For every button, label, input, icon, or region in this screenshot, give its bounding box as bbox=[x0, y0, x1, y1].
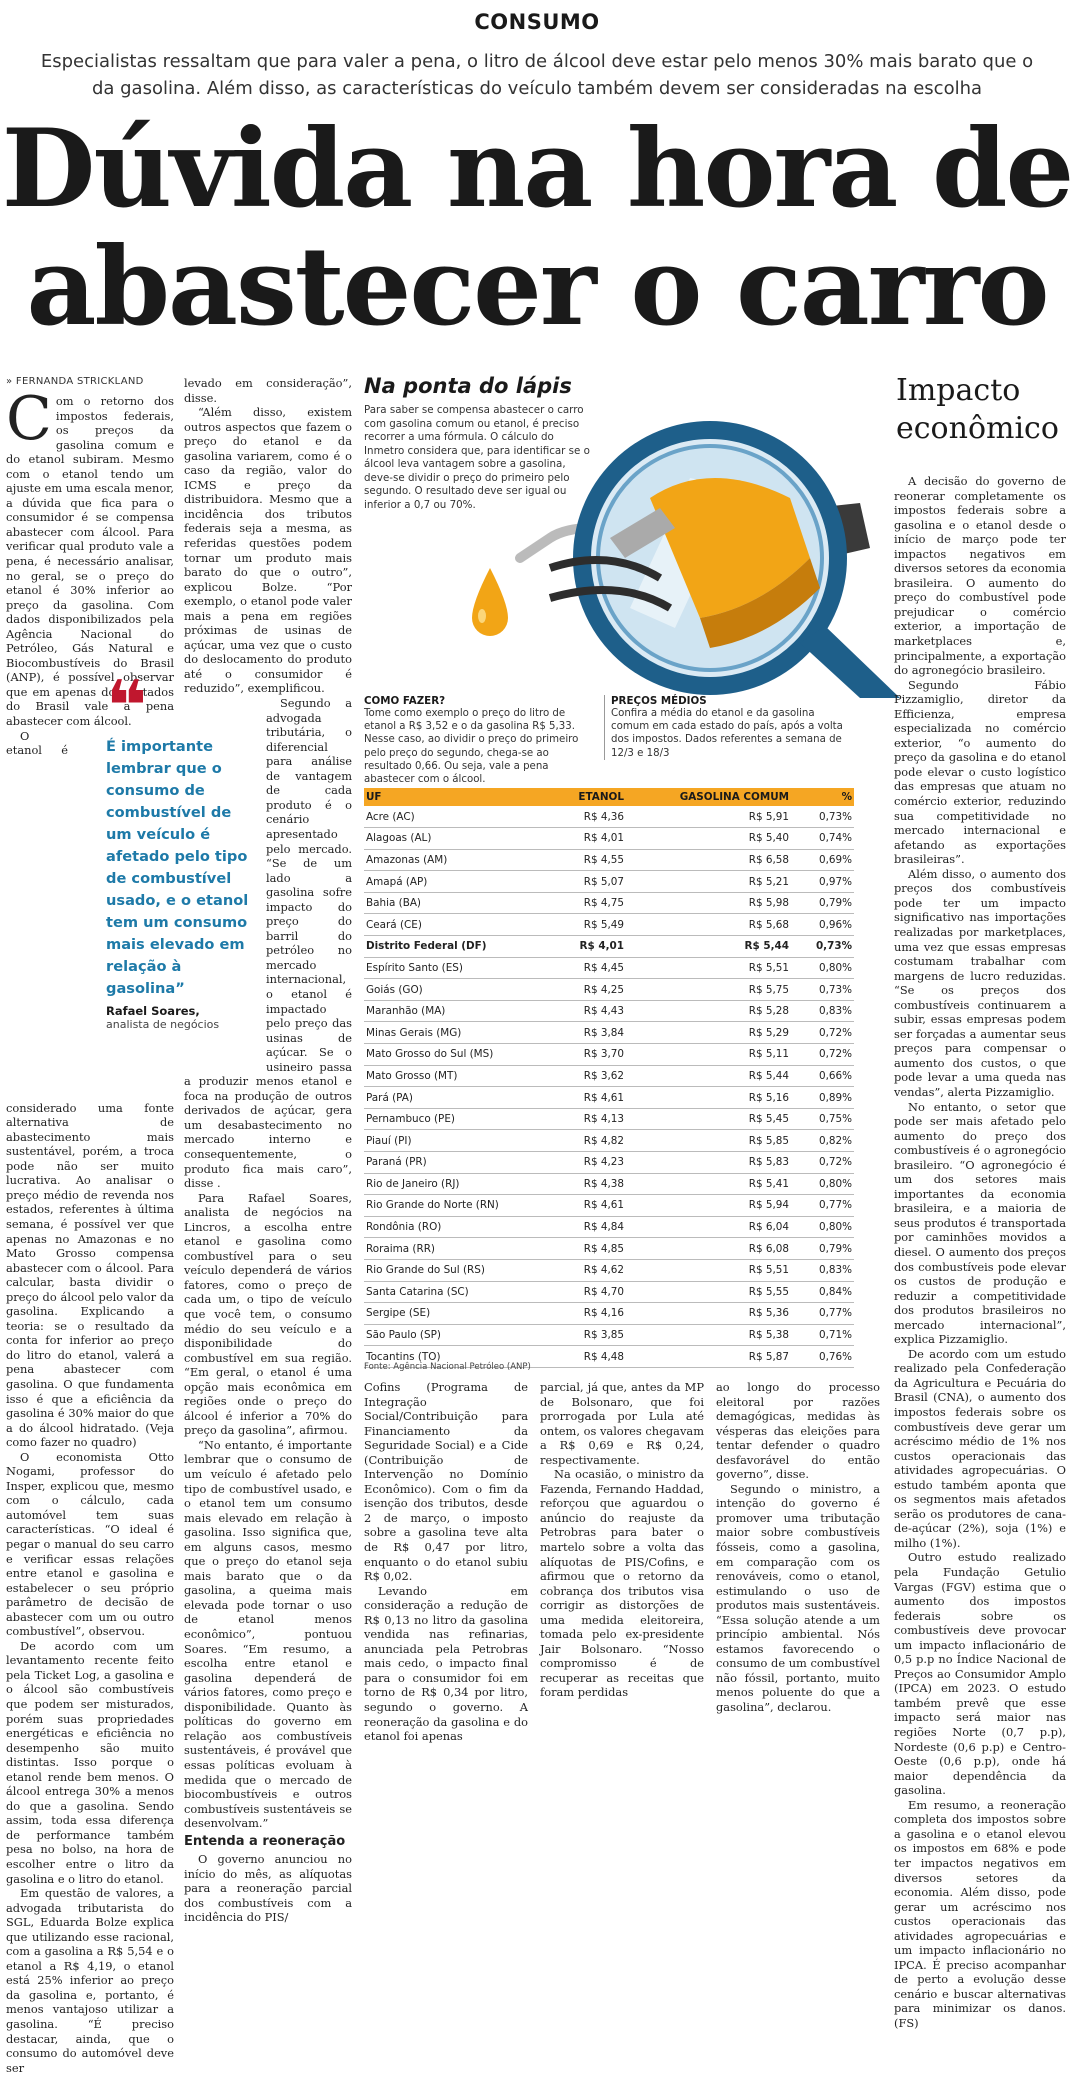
col-header-percent: % bbox=[789, 788, 854, 806]
table-cell: 0,73% bbox=[789, 936, 854, 958]
byline: » FERNANDA STRICKLAND bbox=[6, 376, 144, 387]
table-body bbox=[364, 806, 854, 1367]
sidebar-paragraph: De acordo com um estudo realizado pela Confederação da Agricultura e Pecuária do Brasil (CNA), o aumento dos impostos federais sobre os combustíveis deve gerar um acréscimo médio de 1% nos custos operacionais das atividades agropecuárias. O estudo também aponta que os segmentos mais afetados serão os produtores de cana-de-açúcar (2%), soja (1%) e milho (1%). bbox=[894, 1346, 1066, 1550]
article-paragraph: Em questão de valores, a advogada tributarista do SGL, Eduarda Bolze explica que utilizando esse racional, com a gasolina a R$ 5,54 e o etanol a R$ 4,19, o etanol está 25% inferior ao preço da gasolina e, portanto, é menos vantajoso utilizar a gasolina. “É preciso destacar, ainda, que o consumo do automóvel deve ser bbox=[6, 1886, 174, 2075]
subtitle: Especialistas ressaltam que para valer a pena, o litro de álcool deve estar pelo menos 30% mais barato que o da gasolina. Além disso, as características do veículo também devem ser consideradas na escolha bbox=[40, 51, 1034, 99]
table-cell: R$ 4,36 bbox=[544, 806, 624, 828]
table-cell: R$ 5,44 bbox=[624, 1065, 789, 1087]
table-cell: Rondônia (RO) bbox=[364, 1216, 544, 1238]
table-row bbox=[364, 1238, 854, 1260]
table-row bbox=[364, 1022, 854, 1044]
table-cell: 0,80% bbox=[789, 1173, 854, 1195]
table-cell: R$ 3,85 bbox=[544, 1324, 624, 1346]
paragraph-text: O etanol é considerado uma fonte alternativa de abastecimento mais sustentável, porém, a troca pode não ser muito lucrativa. Ao analisar o preço médio de revenda nos estados, referentes à última semana, é possível ver que apenas no Amazonas e no Mato Grosso compensa abastecer com o álcool. Para calcular, basta dividir o preço do álcool pelo valor da gasolina. Explicando a teoria: se o resultado da conta for inferior ao preço do litro do etanol, valerá a pena abastecer com gasolina. O que fundamenta isso é que a eficiência da gasolina é 30% maior do que a do álcool hidratado. (Veja como fazer no quadro) bbox=[6, 728, 174, 1450]
fuel-price-table bbox=[364, 788, 854, 1368]
table-cell: 0,71% bbox=[789, 1324, 854, 1346]
table-cell: Pernambuco (PE) bbox=[364, 1108, 544, 1130]
table-cell: Rio Grande do Norte (RN) bbox=[364, 1195, 544, 1217]
table-cell: R$ 5,51 bbox=[624, 1259, 789, 1281]
how-to-panel bbox=[364, 695, 598, 786]
table-cell: 0,80% bbox=[789, 957, 854, 979]
sidebar-paragraph: Além disso, o aumento dos preços dos combustíveis pode ter um impacto significativo nas importações realizadas por marketplaces, uma vez que essas empresas costumam trabalhar com margens de lucro reduzidas. “Se os preços dos combustíveis continuarem a subir, essas empresas podem ser forçadas a aumentar seus preços para compensar o aumento dos custos, o que pode levar a uma queda nas vendas”, alerta Pizzamiglio. bbox=[894, 866, 1066, 1099]
how-to-text: Tome como exemplo o preço do litro de etanol a R$ 3,52 e o da gasolina R$ 5,33. Nesse caso, ao dividir o preço do primeiro pelo preço do segundo, chega-se ao resultado 0,66. Ou seja, vale a pena abastecer com o álcool. bbox=[364, 708, 579, 786]
table-row bbox=[364, 1130, 854, 1152]
article-paragraph: Levando em consideração a redução de R$ 0,13 no litro da gasolina vendida nas refinarias, anunciada pela Petrobras mais cedo, o impacto final para o consumidor foi em torno de R$ 0,34 por litro, segundo o governo. A reoneração da gasolina e do etanol foi apenas bbox=[364, 1583, 528, 1744]
table-cell: R$ 4,38 bbox=[544, 1173, 624, 1195]
article-paragraph: levado em consideração”, disse. bbox=[184, 376, 352, 405]
prices-text: Confira a média do etanol e da gasolina comum em cada estado do país, após a volta dos impostos. Dados referentes a semana de 12/3 e 18/3 bbox=[611, 708, 843, 759]
table-row bbox=[364, 1044, 854, 1066]
table-cell: R$ 6,08 bbox=[624, 1238, 789, 1260]
article-column-4 bbox=[540, 1380, 704, 1700]
table-cell: Pará (PA) bbox=[364, 1087, 544, 1109]
table-cell: R$ 5,75 bbox=[624, 979, 789, 1001]
article-paragraph: “Além disso, existem outros aspectos que fazem o preço do etanol e da gasolina variarem, como é o caso da região, valor do ICMS e preço da distribuidora. Mesmo que a incidência dos tributos federais seja a mesma, as referidas questões podem tornar um produto mais barato do que o outro”, explicou Bolze. “Por exemplo, o etanol pode valer mais a pena em regiões próximas de usinas de açúcar, uma vez que o custo do deslocamento do produto até o consumidor é reduzido”, exemplificou. bbox=[184, 405, 352, 696]
table-cell: R$ 4,75 bbox=[544, 892, 624, 914]
table-cell: R$ 3,62 bbox=[544, 1065, 624, 1087]
table-cell: 0,83% bbox=[789, 1259, 854, 1281]
table-source: Fonte: Agência Nacional Petróleo (ANP) bbox=[364, 1362, 531, 1372]
table-cell: 0,80% bbox=[789, 1216, 854, 1238]
col-header-uf: UF bbox=[364, 788, 544, 806]
article-paragraph: O economista Otto Nogami, professor do Insper, explicou que, mesmo com o cálculo, cada automóvel tem suas características. “O ideal é pegar o manual do seu carro e verificar essas relações entre etanol e gasolina e estabelecer o seu próprio parâmetro de decisão de abastecer com um ou outro combustível”, observou. bbox=[6, 1449, 174, 1639]
table-cell: Roraima (RR) bbox=[364, 1238, 544, 1260]
headline-line-1: Dúvida na hora de bbox=[1, 106, 1073, 232]
table-cell: R$ 4,61 bbox=[544, 1087, 624, 1109]
sidebar-paragraph: Em resumo, a reoneração completa dos impostos sobre a gasolina e o etanol elevou os impostos em 68% e pode ter impactos negativos em diversos setores da economia. Além disso, pode gerar um acréscimo nos custos operacionais das atividades agropecuárias e um impacto inflacionário no IPCA. É preciso acompanhar de perto a evolução desse cenário e buscar alternativas para minimizar os danos. (FS) bbox=[894, 1797, 1066, 2030]
table-row bbox=[364, 1108, 854, 1130]
table-header-row bbox=[364, 788, 854, 806]
quote-text: É importante lembrar que o consumo de combustível de um veículo é afetado pelo tipo de combustível usado, e o etanol tem um consumo mais elevado em relação à gasolina” bbox=[106, 738, 249, 997]
table-cell: R$ 4,61 bbox=[544, 1195, 624, 1217]
table-cell: R$ 5,28 bbox=[624, 1000, 789, 1022]
table-cell: Distrito Federal (DF) bbox=[364, 936, 544, 958]
table-cell: R$ 5,11 bbox=[624, 1044, 789, 1066]
table-cell: R$ 5,68 bbox=[624, 914, 789, 936]
table-row bbox=[364, 957, 854, 979]
table-cell: R$ 6,58 bbox=[624, 849, 789, 871]
table-cell: R$ 5,16 bbox=[624, 1087, 789, 1109]
table-cell: 0,74% bbox=[789, 828, 854, 850]
table-cell: R$ 5,87 bbox=[624, 1346, 789, 1368]
table-row bbox=[364, 806, 854, 828]
article-paragraph: parcial, já que, antes da MP de Bolsonaro, que foi prorrogada por Lula até ontem, os valores chegavam a R$ 0,69 e R$ 0,24, respectivamente. bbox=[540, 1380, 704, 1467]
table-cell: Santa Catarina (SC) bbox=[364, 1281, 544, 1303]
table-cell: Piauí (PI) bbox=[364, 1130, 544, 1152]
table-cell: R$ 5,07 bbox=[544, 871, 624, 893]
table-cell: R$ 4,70 bbox=[544, 1281, 624, 1303]
magnifier-handle bbox=[800, 626, 900, 698]
table-cell: R$ 4,85 bbox=[544, 1238, 624, 1260]
sidebar-column bbox=[894, 474, 1066, 2030]
col-header-gasolina: GASOLINA COMUM bbox=[624, 788, 789, 806]
table-cell: R$ 5,41 bbox=[624, 1173, 789, 1195]
table-cell: 0,72% bbox=[789, 1044, 854, 1066]
table-cell: R$ 4,55 bbox=[544, 849, 624, 871]
table-cell: 0,79% bbox=[789, 1238, 854, 1260]
table-cell: 0,73% bbox=[789, 979, 854, 1001]
table-cell: Mato Grosso do Sul (MS) bbox=[364, 1044, 544, 1066]
table-cell: R$ 5,94 bbox=[624, 1195, 789, 1217]
table-cell: R$ 5,36 bbox=[624, 1303, 789, 1325]
table-cell: R$ 4,16 bbox=[544, 1303, 624, 1325]
table-cell: 0,96% bbox=[789, 914, 854, 936]
table-row bbox=[364, 1000, 854, 1022]
article-paragraph: Na ocasião, o ministro da Fazenda, Fernando Haddad, reforçou que aguardou o anúncio do reajuste da Petrobras para bater o martelo sobre a volta das alíquotas de PIS/Cofins, e afirmou que o retorno da cobrança dos tributos visa corrigir as distorções de uma medida eleitoreira, tomada pelo ex-presidente Jair Bolsonaro. “Nosso compromisso é de recuperar as receitas que foram perdidas bbox=[540, 1467, 704, 1700]
table-cell: 0,72% bbox=[789, 1022, 854, 1044]
article-paragraph: Para Rafael Soares, analista de negócios na Lincros, a escolha entre etanol e gasolina como combustível para o seu veículo dependerá de vários fatores, como o preço de cada um, o tipo de veículo que você tem, o consumo médio do seu veículo e a disponibilidade do combustível em sua região. “Em geral, o etanol é uma opção mais econômica em regiões onde o preço do álcool é inferior a 70% do preço da gasolina”, afirmou. bbox=[184, 1190, 352, 1438]
table-cell: Tocantins (TO) bbox=[364, 1346, 544, 1368]
table-cell: Sergipe (SE) bbox=[364, 1303, 544, 1325]
table-cell: R$ 5,29 bbox=[624, 1022, 789, 1044]
table-cell: R$ 5,49 bbox=[544, 914, 624, 936]
article-column-5 bbox=[716, 1380, 880, 1715]
table-cell: 0,82% bbox=[789, 1130, 854, 1152]
table-cell: Bahia (BA) bbox=[364, 892, 544, 914]
fuel-drop-icon bbox=[472, 568, 508, 636]
table-cell: R$ 5,44 bbox=[624, 936, 789, 958]
table-cell: R$ 4,45 bbox=[544, 957, 624, 979]
table-cell: R$ 4,48 bbox=[544, 1346, 624, 1368]
table-row bbox=[364, 1195, 854, 1217]
quote-spacer bbox=[184, 696, 266, 1068]
table-row bbox=[364, 871, 854, 893]
article-column-2 bbox=[184, 376, 352, 1925]
table-row bbox=[364, 892, 854, 914]
table-cell: 0,76% bbox=[789, 1346, 854, 1368]
table-cell: R$ 4,43 bbox=[544, 1000, 624, 1022]
table-cell: Minas Gerais (MG) bbox=[364, 1022, 544, 1044]
table-row bbox=[364, 849, 854, 871]
col-header-etanol: ETANOL bbox=[544, 788, 624, 806]
table-cell: 0,72% bbox=[789, 1152, 854, 1174]
table-cell: Espírito Santo (ES) bbox=[364, 957, 544, 979]
table-row bbox=[364, 1281, 854, 1303]
article-paragraph: “No entanto, é importante lembrar que o consumo de um veículo é afetado pelo tipo de combustível usado, e o etanol tem um consumo mais elevado em relação à gasolina. Isso significa que, em alguns casos, mesmo que o preço do etanol seja mais barato que o da gasolina, a queima mais elevada pode tornar o uso de etanol menos econômico”, pontuou Soares. “Em resumo, a escolha entre etanol e gasolina dependerá de vários fatores, como preço e disponibilidade. Quanto às políticas do governo em relação aos combustíveis sustentáveis, é provável que essas políticas evoluam à medida que o mercado de biocombustíveis e outros combustíveis sustentáveis se desenvolvam.” bbox=[184, 1437, 352, 1831]
table-cell: 0,84% bbox=[789, 1281, 854, 1303]
table-cell: 0,79% bbox=[789, 892, 854, 914]
table-cell: Ceará (CE) bbox=[364, 914, 544, 936]
table-cell: R$ 4,62 bbox=[544, 1259, 624, 1281]
table-cell: 0,75% bbox=[789, 1108, 854, 1130]
table-cell: Amazonas (AM) bbox=[364, 849, 544, 871]
article-paragraph: Cofins (Programa de Integração Social/Contribuição para Financiamento da Seguridade Social) e a Cide (Contribuição de Intervenção no Domínio Econômico). Com o fim da isenção dos tributos, desde 2 de março, o imposto sobre a gasolina teve alta de R$ 0,47 por litro, enquanto o do etanol subiu R$ 0,02. bbox=[364, 1380, 528, 1584]
article-paragraph: Segundo o ministro, a intenção do governo é promover uma tributação maior sobre combustíveis fósseis, como a gasolina, em comparação com os renováveis, como o etanol, estimulando o uso de produtos mais sustentáveis. “Essa solução atende a um princípio ambiental. Nós estamos favorecendo o consumo de um combustível não fóssil, portanto, muito menos poluente do que a gasolina”, declarou. bbox=[716, 1481, 880, 1715]
table-row bbox=[364, 914, 854, 936]
table-cell: R$ 5,45 bbox=[624, 1108, 789, 1130]
table-cell: Mato Grosso (MT) bbox=[364, 1065, 544, 1087]
table-cell: Amapá (AP) bbox=[364, 871, 544, 893]
table-row bbox=[364, 1259, 854, 1281]
table-row bbox=[364, 1065, 854, 1087]
sidebar-paragraph: A decisão do governo de reonerar completamente os impostos federais sobre a gasolina e o etanol desde o início de março pode ter impactos negativos em diversos setores da economia brasileira. O aumento do preço do combustível pode prejudicar o comércio exterior, a importação de marketplaces e, principalmente, a exportação do agronegócio brasileiro. bbox=[894, 474, 1066, 678]
table-cell: Rio de Janeiro (RJ) bbox=[364, 1173, 544, 1195]
sidebar-paragraph: Segundo Fábio Pizzamiglio, diretor da Efficienza, empresa especializada no comércio exterior, “o aumento do preço da gasolina e do etanol pode elevar o custo logístico das empresas que atuam no comércio exterior, reduzindo sua competitividade no mercado internacional e afetando as exportações brasileiras”. bbox=[894, 677, 1066, 867]
table-cell: R$ 5,91 bbox=[624, 806, 789, 828]
paragraph-text: Segundo a advogada tributária, o diferencial para análise de vantagem de cada produto é o cenário apresentado pelo mercado. “Se de um lado a gasolina sofre impacto do preço do barril do petróleo no mercado internacional, o etanol é impactado pelo preço das usinas de açúcar. Se o usineiro passa a produzir menos etanol e foca na produção de outros derivados de açúcar, gera um desabastecimento no mercado interno e consequentemente, o produto fica mais caro”, disse . bbox=[184, 696, 352, 1191]
how-to-title: COMO FAZER? bbox=[364, 695, 446, 707]
table-cell: 0,66% bbox=[789, 1065, 854, 1087]
table-cell: R$ 5,98 bbox=[624, 892, 789, 914]
article-paragraph: ao longo do processo eleitoral por razões demagógicas, medidas às vésperas das eleições para tentar defender o quadro desfavorável do então governo”, disse. bbox=[716, 1380, 880, 1482]
table-cell: R$ 5,21 bbox=[624, 871, 789, 893]
table-cell: Alagoas (AL) bbox=[364, 828, 544, 850]
table-cell: R$ 4,82 bbox=[544, 1130, 624, 1152]
table-row bbox=[364, 979, 854, 1001]
table-cell: Paraná (PR) bbox=[364, 1152, 544, 1174]
table-row bbox=[364, 1173, 854, 1195]
table-cell: R$ 5,40 bbox=[624, 828, 789, 850]
prices-panel bbox=[604, 695, 852, 760]
table-cell: 0,83% bbox=[789, 1000, 854, 1022]
table-cell: R$ 6,04 bbox=[624, 1216, 789, 1238]
quote-mark-icon: ❝ bbox=[106, 665, 148, 747]
table-cell: R$ 4,13 bbox=[544, 1108, 624, 1130]
table-cell: 0,77% bbox=[789, 1303, 854, 1325]
table-cell: R$ 3,84 bbox=[544, 1022, 624, 1044]
table-cell: R$ 5,83 bbox=[624, 1152, 789, 1174]
article-paragraph bbox=[184, 696, 352, 1191]
table-cell: São Paulo (SP) bbox=[364, 1324, 544, 1346]
fuel-nozzle-magnifier-illustration bbox=[460, 388, 880, 698]
table-row bbox=[364, 1324, 854, 1346]
sidebar-paragraph: No entanto, o setor que pode ser mais afetado pelo aumento do preço dos combustíveis é o agronegócio brasileiro. “O agronegócio é um dos setores mais importantes da economia brasileira, e a maioria de seus produtos é transportada por caminhões movidos a diesel. O aumento dos preços dos combustíveis pode elevar os custos de produção e reduzir a competitividade dos produtos brasileiros no mercado internacional”, explica Pizzamiglio. bbox=[894, 1099, 1066, 1347]
table-cell: R$ 5,38 bbox=[624, 1324, 789, 1346]
table-row bbox=[364, 828, 854, 850]
table-cell: R$ 4,25 bbox=[544, 979, 624, 1001]
table-cell: 0,77% bbox=[789, 1195, 854, 1217]
table-row bbox=[364, 1087, 854, 1109]
table-cell: R$ 5,85 bbox=[624, 1130, 789, 1152]
table-cell: R$ 5,51 bbox=[624, 957, 789, 979]
table-cell: 0,69% bbox=[789, 849, 854, 871]
table-cell: 0,89% bbox=[789, 1087, 854, 1109]
article-column-3 bbox=[364, 1380, 528, 1744]
quote-author-role: analista de negócios bbox=[106, 1018, 220, 1031]
table-cell: R$ 3,70 bbox=[544, 1044, 624, 1066]
table-cell: Rio Grande do Sul (RS) bbox=[364, 1259, 544, 1281]
drop-cap: C bbox=[6, 384, 52, 454]
paragraph-text: om o retorno dos impostos federais, os preços da gasolina comum e do etanol subiram. Mesmo com o etanol tendo um ajuste em uma escala menor, a dúvida que fica para o consumidor é se compensa abastecer com álcool. Para verificar qual produto vale a pena, é necessário analisar, no geral, se o preço do etanol é 30% inferior ao preço da gasolina. Com dados disponibilizados pela Agência Nacional do Petróleo, Gás Natural e Biocombustíveis do Brasil (ANP), é possível observar que em apenas dois estados do Brasil vale a pena abastecer com álcool. bbox=[6, 394, 174, 729]
section-kicker: CONSUMO bbox=[474, 10, 600, 34]
table-cell: R$ 4,23 bbox=[544, 1152, 624, 1174]
headline-line-2: abastecer o carro bbox=[26, 224, 1048, 350]
table-cell: 0,73% bbox=[789, 806, 854, 828]
table-cell: 0,97% bbox=[789, 871, 854, 893]
box-title: Na ponta do lápis bbox=[364, 374, 572, 398]
sidebar-title: Impacto econômico bbox=[896, 373, 1059, 446]
table-cell: R$ 4,01 bbox=[544, 828, 624, 850]
prices-title: PREÇOS MÉDIOS bbox=[611, 695, 707, 707]
table-cell: Maranhão (MA) bbox=[364, 1000, 544, 1022]
sidebar-paragraph: Outro estudo realizado pela Fundação Getulio Vargas (FGV) estima que o aumento dos impostos federais sobre os combustíveis deve provocar um impacto inflacionário de 0,5 p.p no Índice Nacional de Preços ao Consumidor Amplo (IPCA) em 2023. O estudo também prevê que esse impacto será maior nas regiões Norte (0,7 p.p), Nordeste (0,6 p.p) e Centro-Oeste (0,6 p.p), onde há maior dependência da gasolina. bbox=[894, 1550, 1066, 1798]
headline bbox=[0, 106, 1074, 350]
table-cell: Goiás (GO) bbox=[364, 979, 544, 1001]
table-cell: R$ 4,01 bbox=[544, 936, 624, 958]
quote-author: Rafael Soares, bbox=[106, 1004, 200, 1018]
table-cell: R$ 4,84 bbox=[544, 1216, 624, 1238]
article-paragraph: O governo anunciou no início do mês, as alíquotas para a reoneração parcial dos combustíveis com a incidência do PIS/ bbox=[184, 1852, 352, 1925]
article-paragraph: De acordo com um levantamento recente feito pela Ticket Log, a gasolina e o álcool são combustíveis que podem ser misturados, porém suas propriedades energéticas e eficiência no desempenho são muito distintas. Isso porque o etanol rende bem menos. O álcool entrega 30% a menos do que a gasolina. Sendo assim, toda essa diferença de performance também pesa no bolso, na hora de escolher entre o litro da gasolina e o litro do etanol. bbox=[6, 1638, 174, 1886]
table-row bbox=[364, 1303, 854, 1325]
table-row bbox=[364, 1152, 854, 1174]
table-row bbox=[364, 1216, 854, 1238]
table-cell: Acre (AC) bbox=[364, 806, 544, 828]
table-cell: R$ 5,55 bbox=[624, 1281, 789, 1303]
box-intro: Para saber se compensa abastecer o carro com gasolina comum ou etanol, é preciso recorrer a uma fórmula. O cálculo do Inmetro considera que, para identificar se o álcool leva vantagem sobre a gasolina, deve-se dividir o preço do primeiro pelo segundo. O resultado deve ser igual ou inferior a 0,7 ou 70%. bbox=[364, 404, 590, 511]
table-row bbox=[364, 936, 854, 958]
section-heading: Entenda a reoneração bbox=[184, 1833, 346, 1849]
